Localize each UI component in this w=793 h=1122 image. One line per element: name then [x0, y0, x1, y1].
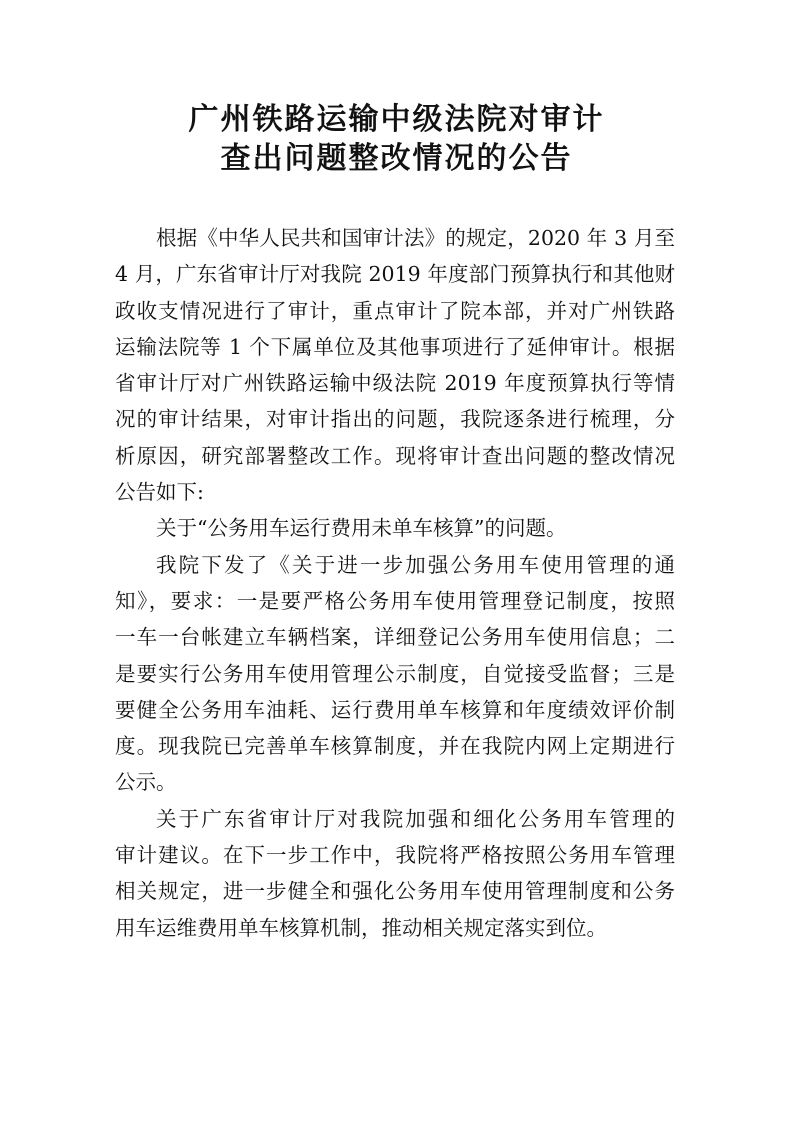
paragraph-line: 相关规定，进一步健全和强化公务用车使用管理制度和公务: [115, 879, 675, 904]
paragraph-line: 公示。: [115, 770, 177, 795]
paragraph-line: 一车一台帐建立车辆档案，详细登记公务用车使用信息；二: [115, 625, 675, 650]
paragraph-line: 4 月，广东省审计厅对我院 2019 年度部门预算执行和其他财: [115, 262, 675, 287]
paragraph-line: 要健全公务用车油耗、运行费用单车核算和年度绩效评价制: [115, 697, 675, 722]
paragraph-line: 度。现我院已完善单车核算制度，并在我院内网上定期进行: [115, 734, 675, 759]
paragraph-issue-heading: [115, 510, 675, 546]
paragraph-line: 政收支情况进行了审计，重点审计了院本部，并对广州铁路: [115, 298, 675, 323]
paragraph-line: 是要实行公务用车使用管理公示制度，自觉接受监督；三是: [115, 661, 675, 686]
paragraph-line: 审计建议。在下一步工作中，我院将严格按照公务用车管理: [115, 843, 675, 868]
paragraph-line: 关于“公务用车运行费用未单车核算”的问题。: [156, 516, 567, 541]
paragraph-line: 知》，要求：一是要严格公务用车使用管理登记制度，按照: [115, 588, 675, 613]
document-title-line-1: 广州铁路运输中级法院对审计: [188, 102, 605, 137]
document-body: [115, 220, 675, 946]
paragraph-line: 省审计厅对广州铁路运输中级法院 2019 年度预算执行等情: [115, 371, 675, 396]
paragraph-line: 用车运维费用单车核算机制，推动相关规定落实到位。: [115, 915, 607, 940]
document-title-line-2: 查出问题整改情况的公告: [220, 141, 573, 176]
paragraph-legal-basis: [115, 220, 675, 510]
paragraph-line: 根据《中华人民共和国审计法》的规定，2020 年 3 月至: [156, 226, 675, 250]
paragraph-line: 析原因，研究部署整改工作。现将审计查出问题的整改情况: [115, 443, 675, 468]
paragraph-rectification-measures: [115, 547, 675, 801]
paragraph-line: 公告如下:: [115, 480, 204, 505]
paragraph-line: 运输法院等 1 个下属单位及其他事项进行了延伸审计。根据: [115, 334, 675, 359]
paragraph-line: 关于广东省审计厅对我院加强和细化公务用车管理的: [156, 806, 675, 831]
paragraph-audit-suggestion: [115, 801, 675, 946]
paragraph-line: 我院下发了《关于进一步加强公务用车使用管理的通: [156, 552, 675, 577]
paragraph-line: 况的审计结果，对审计指出的问题，我院逐条进行梳理，分: [115, 407, 675, 432]
